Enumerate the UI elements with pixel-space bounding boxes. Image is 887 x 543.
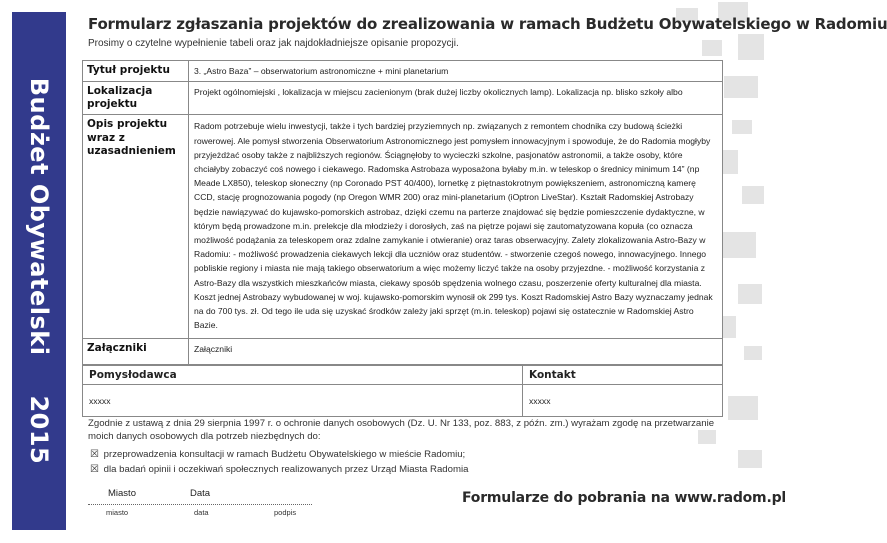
date-sublabel: data (194, 508, 209, 517)
signature-sublabel: podpis (274, 508, 297, 517)
project-title-label: Tytuł projektu (83, 61, 189, 82)
table-row-title (83, 61, 723, 82)
form-title: Formularz zgłaszania projektów do zrealizowania w ramach Budżetu Obywatelskiego w Radomiu (88, 15, 887, 33)
project-table (82, 60, 723, 365)
contact-header-row (83, 366, 723, 385)
city-sublabel: miasto (106, 508, 129, 517)
contact-label: Kontakt (523, 366, 723, 385)
project-location-value: Projekt ogólnomiejski , lokalizacja w miejscu zacienionym (brak dużej liczby okolicznych lamp). Lokalizacja np. blisko szkoły albo (189, 82, 723, 115)
table-row-attachments (83, 339, 723, 365)
sidebar-name: Budżet Obywatelski (25, 77, 53, 356)
form-subtitle: Prosimy o czytelne wypełnienie tabeli oraz jak najdokładniejsze opisanie propozycji. (88, 38, 459, 49)
project-description-value: Radom potrzebuje wielu inwestycji, także i tych bardziej przyziemnych np. związanych z remontem chodnika czy budową ścieżki rowerowej. Ale pomysł stworzenia Obserwatorium Astronomicznego jest pomysłem innowacyjnym i spowoduje, że do Radomia mogłyby przyjeżdżać osoby także z najbliższych regionów. Ściągnęłoby to wycieczki szkolne, pasjonatów astronomii, a także osoby, które chciałyby zobaczyć coś nowego i ciekawego. Radomska Astrobaza wyposażona byłaby m.in. w teleskop o średnicy minimum 14” (np Meade LX850), teleskop słoneczny (np Coronado PST 40/400), lornetkę z piętnastokrotnym powiększeniem, astronomiczną kamerę CCD, stację prognozowania pogody (np Oregon WMR 200) oraz mini-planetarium (iOptron LiveStar). Kształt Radomskiej Astrobazy będzie nawiązywać do kujawsko-pomorskich astrobaz, dzięki czemu na parterze znajdować się będzie pomieszczenie dydaktyczne, w którym będą prowadzone m.in. prelekcje dla młodzieży i dorosłych, zaś na piętrze pojawi się zautomatyzowana kopuła (co oznacza możliwość podążania za teleskopem oraz zdalne zamykanie i otwieranie) oraz taras obserwacyjny. Zalety zlokalizowania Astro-Bazy w Radomiu: - możliwość prowadzenia ciekawych lekcji dla uczniów oraz studentów. - stworzenie czegoś nowego, innowacyjnego. Innego pobliskie regiony i miasta nie mają takiego obserwatorium a więc możemy liczyć także na osoby przyjezdne. - możliwość korzystania z Astro-Bazy dla wszystkich mieszkańców miasta, ciekawy sposób spędzenia wolnego czasu, poszerzenie oferty kulturalnej dla miasta. Koszt jednej Astrobazy wybudowanej w woj. kujawsko-pomorskim wynosił ok 299 tys. Koszt Radomskiej Astro Bazy wyznaczamy jednak na do 700 tys. zł. Od tego ile uda się uzyskać środków zależy jaki sprzęt (m.in. teleskop) pojawi się ostatecznie w Radomskiej Astro Bazie. (189, 115, 723, 339)
contact-value-row (83, 385, 723, 417)
attachments-label: Załączniki (83, 339, 189, 365)
checked-box-icon: ☒ (90, 464, 99, 475)
table-row-description (83, 115, 723, 339)
sidebar-band (12, 12, 66, 530)
project-title-value: 3. „Astro Baza” – obserwatorium astronomiczne + mini planetarium (189, 61, 723, 82)
city-label: Miasto (108, 488, 136, 499)
sidebar-vertical-text (25, 78, 53, 464)
sidebar-year: 2015 (25, 395, 53, 465)
author-value: xxxxx (83, 385, 523, 417)
signature-line (88, 504, 312, 505)
author-label: Pomysłodawca (83, 366, 523, 385)
date-label: Data (190, 488, 211, 499)
checked-box-icon: ☒ (90, 449, 99, 460)
contact-table (82, 365, 723, 417)
download-note: Formularze do pobrania na www.radom.pl (462, 490, 786, 506)
project-location-label: Lokalizacja projektu (83, 82, 189, 115)
contact-value: xxxxx (523, 385, 723, 417)
consent-item (90, 464, 468, 479)
project-description-label: Opis projektu wraz z uzasadnieniem (83, 115, 189, 339)
consent-item (90, 449, 468, 464)
consent-checklist (90, 449, 468, 479)
consent-item-label: dla badań opinii i oczekiwań społecznych realizowanych przez Urząd Miasta Radomia (103, 464, 469, 475)
attachments-value: Załączniki (189, 339, 723, 365)
consent-text: Zgodnie z ustawą z dnia 29 sierpnia 1997 r. o ochronie danych osobowych (Dz. U. Nr 133, poz. 883, z późn. zm.) wyrażam zgodę na przetwarzanie moich danych osobowych dla potrzeb niezbędnych do: (88, 418, 715, 442)
table-row-location (83, 82, 723, 115)
consent-item-label: przeprowadzenia konsultacji w ramach Budżetu Obywatelskiego w mieście Radomiu; (103, 449, 466, 460)
